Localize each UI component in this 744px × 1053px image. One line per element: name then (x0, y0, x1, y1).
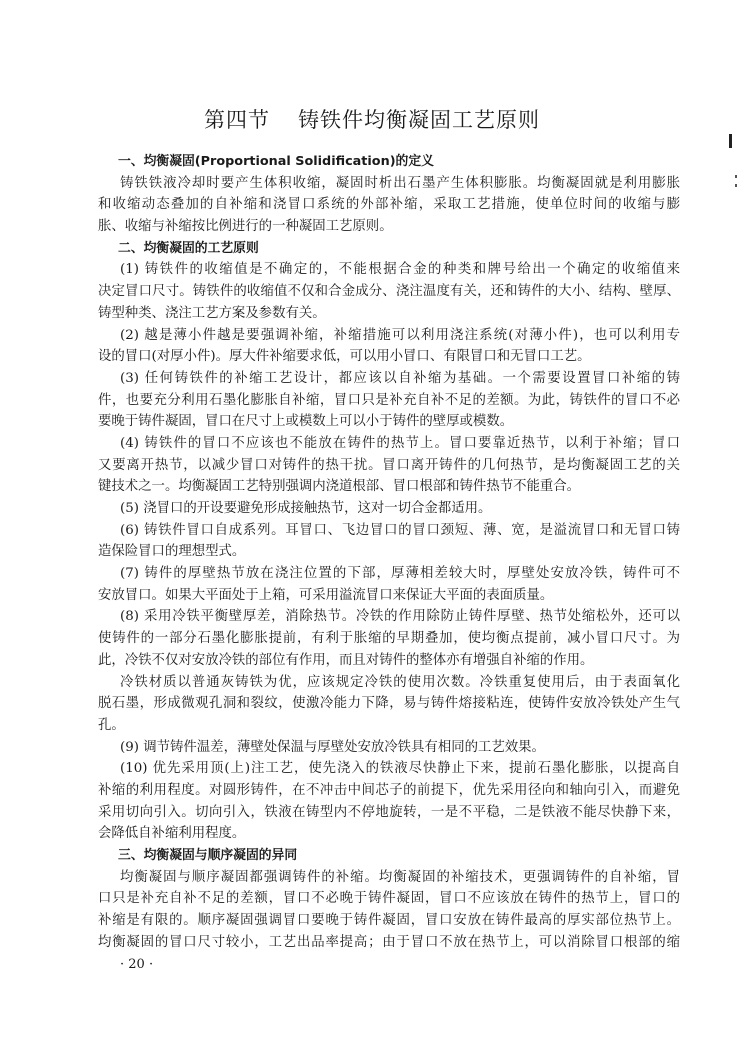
scan-mark (735, 184, 737, 187)
paragraph-line: (6) 铸铁件冒口自成系列。耳冒口、飞边冒口的冒口颈短、薄、宽，是溢流冒口和无冒口铸 (120, 522, 680, 538)
section-label: 第四节 (204, 108, 270, 132)
section-heading: 铸铁件均衡凝固工艺原则 (298, 108, 540, 132)
paragraph-line: (10) 优先采用顶(上)注工艺，使先浇入的铁液尽快静止下来，提前石墨化膨胀，以提高自 (120, 761, 680, 777)
paragraph-line: (4) 铸铁件的冒口不应该也不能放在铸件的热节上。冒口要靠近热节，以利于补缩；冒口 (120, 435, 680, 451)
paragraph-line: 又要离开热节，以减少冒口对铸件的热干扰。冒口离开铸件的几何热节，是均衡凝固工艺的关 (98, 457, 680, 473)
section-heading: 三、均衡凝固与顺序凝固的异同 (118, 848, 298, 863)
paragraph-line: 胀、收缩与补缩按比例进行的一种凝固工艺原则。 (98, 219, 393, 235)
paragraph-line: 安放冒口。如果大平面处于上箱，可采用溢流冒口来保证大平面的表面质量。 (98, 587, 554, 603)
paragraph-line: 补缩是有限的。顺序凝固强调冒口要晚于铸件凝固，冒口安放在铸件最高的厚实部位热节上。 (98, 913, 680, 929)
scan-mark (729, 134, 732, 148)
paragraph-line: 造保险冒口的理想型式。 (98, 544, 246, 560)
paragraph-line: 设的冒口(对厚小件)。厚大件补缩要求低，可以用小冒口、有限冒口和无冒口工艺。 (98, 349, 591, 365)
paragraph-line: 键技术之一。均衡凝固工艺特别强调内浇道根部、冒口根部和铸件热节不能重合。 (98, 479, 581, 495)
document-body (98, 151, 680, 953)
paragraph-line: 脱石墨，形成微观孔洞和裂纹，使激冷能力下降，易与铸件熔接粘连，使铸件安放冷铁处产生气 (98, 696, 680, 712)
paragraph-line: (8) 采用冷铁平衡壁厚差，消除热节。冷铁的作用除防止铸件厚壁、热节处缩松外，还可以 (120, 609, 680, 625)
scan-mark (735, 175, 737, 178)
paragraph-line: 补缩的利用程度。对圆形铸件，在不冲击中间芯子的前提下，优先采用径向和轴向引入，而避免 (98, 782, 680, 798)
paragraph-line: 口只是补充自补不足的差额，冒口不必晚于铸件凝固，冒口不应该放在铸件的热节上，冒口的 (98, 891, 680, 907)
paragraph-line: (2) 越是薄小件越是要强调补缩，补缩措施可以利用浇注系统(对薄小件)，也可以利用专 (120, 327, 680, 343)
page-number: · 20 · (120, 957, 154, 972)
section-title (0, 104, 744, 134)
paragraph-line: (5) 浇冒口的开设要避免形成接触热节，这对一切合金都适用。 (120, 501, 492, 516)
paragraph-line: 冷铁材质以普通灰铸铁为优，应该规定冷铁的使用次数。冷铁重复使用后，由于表面氧化 (120, 674, 680, 690)
paragraph-line: 铸铁铁液冷却时要产生体积收缩，凝固时析出石墨产生体积膨胀。均衡凝固就是利用膨胀 (120, 175, 680, 191)
paragraph-line: 决定冒口尺寸。铸铁件的收缩值不仅和合金成分、浇注温度有关，还和铸件的大小、结构、壁厚、 (98, 284, 680, 300)
paragraph-line: 采用切向引入。切向引入，铁液在铸型内不停地旋转，一是不平稳，二是铁液不能尽快静下来， (98, 804, 680, 820)
paragraph-line: 孔。 (98, 717, 125, 733)
paragraph-line: (3) 任何铸铁件的补缩工艺设计，都应该以自补缩为基础。一个需要设置冒口补缩的铸 (120, 370, 680, 386)
paragraph-line: 和收缩动态叠加的自补缩和浇冒口系统的外部补缩，采取工艺措施，使单位时间的收缩与膨 (98, 197, 680, 213)
paragraph-line: 均衡凝固与顺序凝固都强调铸件的补缩。均衡凝固的补缩技术，更强调铸件的自补缩，冒 (120, 869, 680, 885)
section-heading: 二、均衡凝固的工艺原则 (118, 240, 259, 256)
section-heading: 一、均衡凝固(Proportional Solidification)的定义 (118, 154, 434, 169)
paragraph-line: (7) 铸件的厚壁热节放在浇注位置的下部，厚薄相差较大时，厚壁处安放冷铁，铸件可不 (120, 566, 680, 582)
paragraph-line: 铸型种类、浇注工艺方案及参数有关。 (98, 305, 326, 321)
paragraph-line: 此，冷铁不仅对安放冷铁的部位有作用，而且对铸件的整体亦有增强自补缩的作用。 (98, 652, 594, 668)
paragraph-line: 要晚于铸件凝固，冒口在尺寸上或模数上可以小于铸件的壁厚或模数。 (98, 414, 514, 430)
paragraph-line: 会降低自补缩利用程度。 (98, 826, 246, 842)
paragraph-line: (1) 铸铁件的收缩值是不确定的，不能根据合金的种类和牌号给出一个确定的收缩值来 (120, 262, 680, 278)
paragraph-line: 使铸件的一部分石墨化膨胀提前，有利于胀缩的早期叠加，使均衡点提前，减小冒口尺寸。为 (98, 631, 680, 647)
paragraph-line: 件，也要充分利用石墨化膨胀自补缩，冒口只是补充自补不足的差额。为此，铸铁件的冒口不必 (98, 392, 680, 408)
paragraph-line: 均衡凝固的冒口尺寸较小，工艺出品率提高；由于冒口不放在热节上，可以消除冒口根部的缩 (98, 934, 680, 950)
paragraph-line: (9) 调节铸件温差，薄壁处保温与厚壁处安放冷铁具有相同的工艺效果。 (120, 739, 545, 755)
